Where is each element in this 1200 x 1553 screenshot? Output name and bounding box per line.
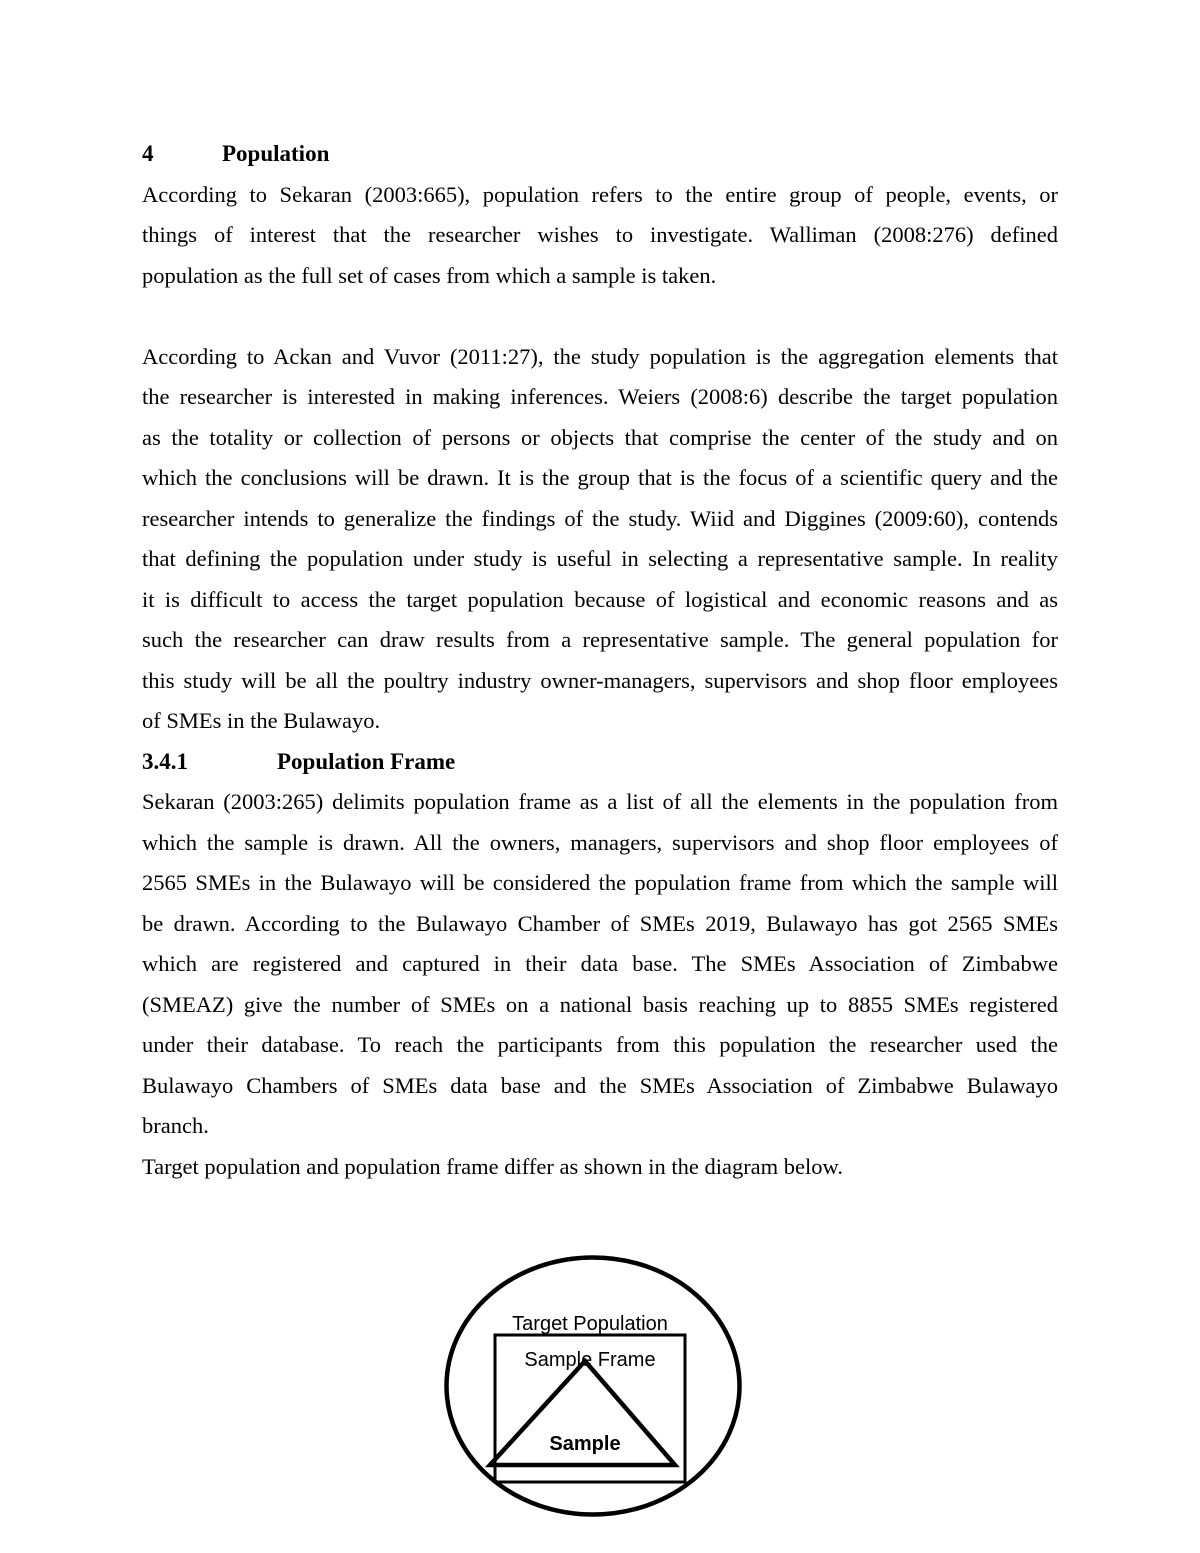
text-line: Target population and population frame differ as shown in the diagram below. [142, 1153, 843, 1179]
section-title: Population [222, 141, 330, 166]
section-title: Population Frame [277, 748, 456, 774]
text-line: which are registered and captured in their data base. The SMEs Association of Zimbabwe [142, 951, 1058, 976]
section-number: 3.4.1 [142, 748, 188, 774]
text-line: that defining the population under study is useful in selecting a representative sample. In reality [142, 546, 1058, 571]
text-line: which the conclusions will be drawn. It is the group that is the focus of a scientific query and the [142, 465, 1058, 490]
text-line: things of interest that the researcher wishes to investigate. Walliman (2008:276) defined [142, 222, 1058, 247]
paragraph-population-frame [142, 782, 1058, 1147]
population-sampling-diagram [444, 1254, 744, 1522]
section-heading-population [142, 134, 1058, 175]
text-line: the researcher is interested in making inferences. Weiers (2008:6) describe the target population [142, 384, 1058, 409]
text-line: of SMEs in the Bulawayo. [142, 708, 381, 733]
section-number: 4 [142, 141, 154, 166]
target-population-label: Target Population [512, 1313, 668, 1335]
text-line: population as the full set of cases from which a sample is taken. [142, 262, 717, 288]
text-line: such the researcher can draw results from a representative sample. The general population for [142, 627, 1058, 652]
sample-frame-label: Sample Frame [524, 1349, 656, 1371]
paragraph-population-1 [142, 175, 1058, 297]
text-line: which the sample is drawn. All the owners, managers, supervisors and shop floor employees of [142, 829, 1058, 855]
text-line: researcher intends to generalize the findings of the study. Wiid and Diggines (2009:60), contends [142, 505, 1058, 531]
text-line: this study will be all the poultry industry owner-managers, supervisors and shop floor employees [142, 667, 1058, 693]
text-line: branch. [142, 1113, 209, 1138]
text-line: as the totality or collection of persons or objects that comprise the center of the study and on [142, 424, 1058, 450]
text-line: be drawn. According to the Bulawayo Chamber of SMEs 2019, Bulawayo has got 2565 SMEs [142, 910, 1058, 936]
text-line: it is difficult to access the target population because of logistical and economic reasons and as [142, 586, 1058, 612]
text-line: According to Sekaran (2003:665), population refers to the entire group of people, events, or [142, 181, 1058, 207]
paragraph-diagram-intro [142, 1147, 1058, 1188]
section-heading-population-frame [142, 742, 1058, 783]
text-line: under their database. To reach the participants from this population the researcher used the [142, 1032, 1058, 1057]
target-population-circle [447, 1258, 740, 1515]
text-line: Bulawayo Chambers of SMEs data base and the SMEs Association of Zimbabwe Bulawayo [142, 1072, 1058, 1098]
paragraph-population-2 [142, 337, 1058, 742]
text-line: According to Ackan and Vuvor (2011:27), the study population is the aggregation elements that [142, 343, 1058, 369]
sample-label: Sample [549, 1433, 621, 1455]
text-line: (SMEAZ) give the number of SMEs on a national basis reaching up to 8855 SMEs registered [142, 991, 1058, 1017]
text-line: Sekaran (2003:265) delimits population frame as a list of all the elements in the population from [142, 789, 1058, 814]
text-line: 2565 SMEs in the Bulawayo will be considered the population frame from which the sample will [142, 870, 1058, 895]
